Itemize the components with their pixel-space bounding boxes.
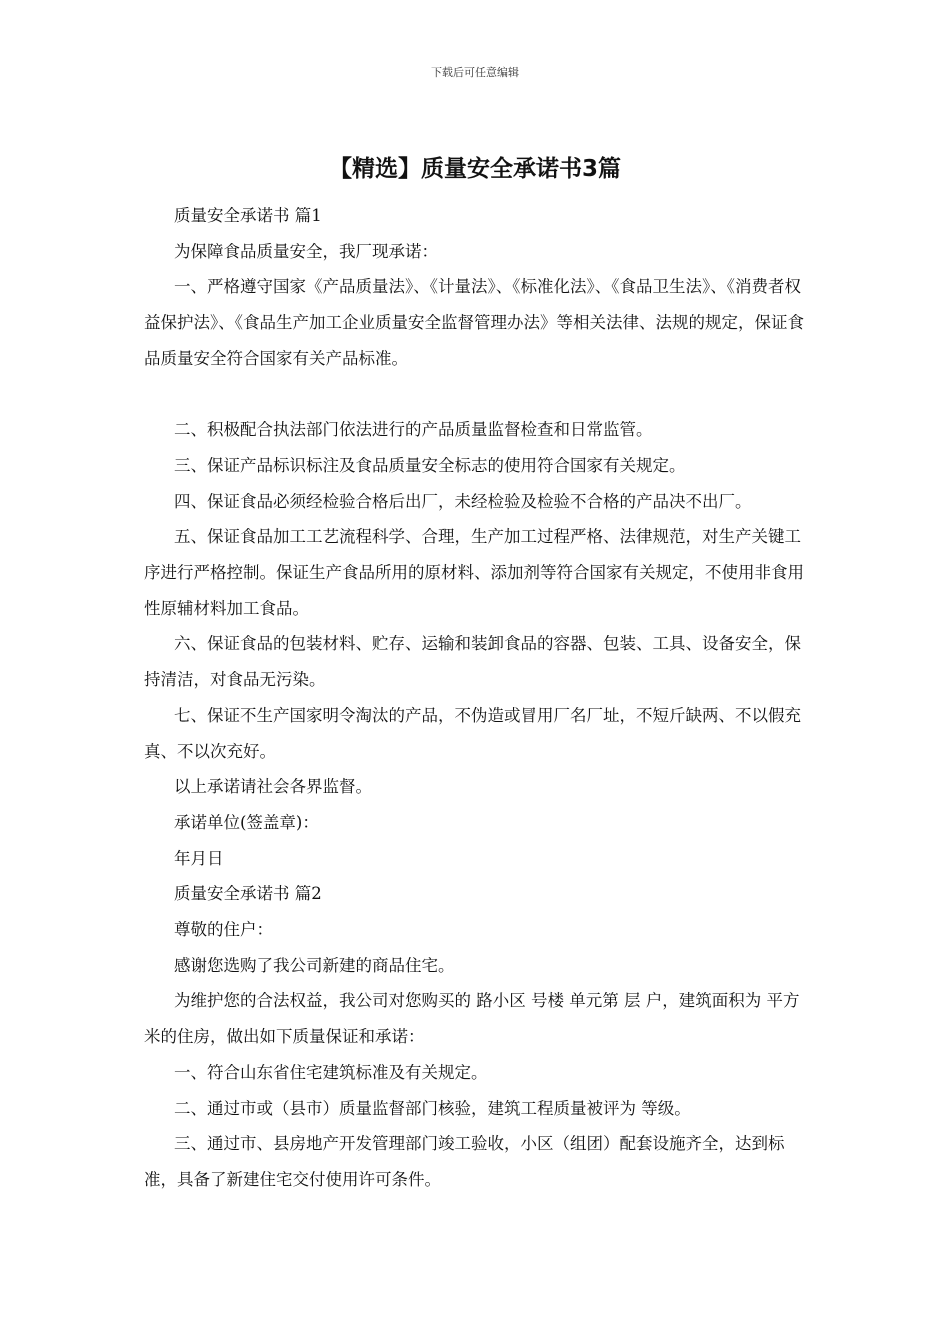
paragraph: 感谢您选购了我公司新建的商品住宅。 [174, 955, 455, 975]
signature-unit-line: 承诺单位(签盖章)： [174, 812, 319, 832]
paragraph: 五、保证食品加工工艺流程科学、合理，生产加工过程严格、法律规范，对生产关键工序进行严格控制。保证生产食品所用的原材料、添加剂等符合国家有关规定，不使用非食用性原辅材料加工食品。 [144, 527, 804, 618]
paragraph: 三、通过市、县房地产开发管理部门竣工验收，小区（组团）配套设施齐全，达到标准，具备了新建住宅交付使用许可条件。 [144, 1134, 785, 1189]
paragraph: 一、严格遵守国家《产品质量法》、《计量法》、《标准化法》、《食品卫生法》、《消费者权益保护法》、《食品生产加工企业质量安全监督管理办法》等相关法律、法规的规定，保证食品质量安全符合国家有关产品标准。 [144, 277, 804, 368]
paragraph: 为保障食品质量安全，我厂现承诺： [174, 241, 438, 261]
document-title: 【精选】质量安全承诺书3篇 [328, 156, 621, 182]
paragraph: 以上承诺请社会各界监督。 [174, 777, 372, 797]
paragraph: 三、保证产品标识标注及食品质量安全标志的使用符合国家有关规定。 [174, 455, 686, 475]
paragraph: 二、通过市或（县市）质量监督部门核验，建筑工程质量被评为 等级。 [174, 1098, 691, 1118]
paragraph: 七、保证不生产国家明令淘汰的产品，不伪造或冒用厂名厂址，不短斤缺两、不以假充真、不以次充好。 [144, 705, 801, 761]
document-body [144, 198, 810, 1198]
section-heading-1: 质量安全承诺书 篇1 [174, 206, 322, 225]
paragraph: 二、积极配合执法部门依法进行的产品质量监督检查和日常监管。 [174, 420, 653, 440]
paragraph: 为维护您的合法权益，我公司对您购买的 路小区 号楼 单元第 层 户，建筑面积为 平方米的住房，做出如下质量保证和承诺： [144, 991, 800, 1047]
section-heading-2: 质量安全承诺书 篇2 [174, 884, 322, 904]
paragraph: 六、保证食品的包装材料、贮存、运输和装卸食品的容器、包装、工具、设备安全，保持清洁，对食品无污染。 [144, 634, 801, 690]
paragraph: 一、符合山东省住宅建筑标准及有关规定。 [174, 1062, 488, 1082]
paragraph: 四、保证食品必须经检验合格后出厂，未经检验及检验不合格的产品决不出厂。 [174, 491, 752, 511]
salutation: 尊敬的住户： [174, 920, 273, 940]
date-line: 年月日 [174, 848, 224, 868]
header-note: 下载后可任意编辑 [431, 66, 519, 79]
